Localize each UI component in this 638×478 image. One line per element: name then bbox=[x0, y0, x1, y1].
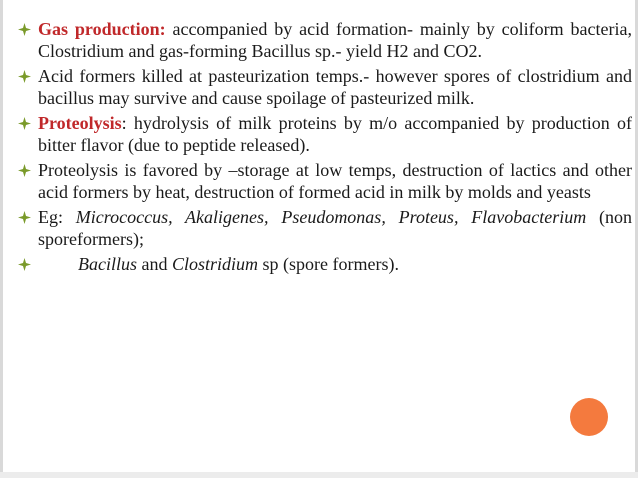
organism-bacillus: Bacillus bbox=[78, 254, 137, 274]
bullet-proteolysis bbox=[8, 112, 632, 156]
bullet-text: Proteolysis is favored by –storage at low temps, destruction of lactics and other acid formers by heat, destruction of formed acid in milk by molds and yeasts bbox=[38, 160, 632, 202]
decorative-orange-circle bbox=[570, 398, 608, 436]
examples-organisms: Micrococcus, Akaligenes, Pseudomonas, Proteus, Flavobacterium bbox=[75, 207, 587, 227]
diamond-bullet-icon bbox=[18, 70, 31, 83]
diamond-bullet-icon bbox=[18, 117, 31, 130]
bullet-list bbox=[8, 18, 632, 278]
diamond-bullet-icon bbox=[18, 164, 31, 177]
bullet-spore-formers bbox=[8, 253, 632, 275]
bullet-examples bbox=[8, 206, 632, 250]
slide-border-left bbox=[0, 0, 3, 478]
bullet-text: accompanied by acid formation- mainly by coliform bacteria, Clostridium and gas-forming Bacillus sp.- yield H2 and CO2. bbox=[38, 19, 632, 61]
term-gas-production: Gas production: bbox=[38, 19, 166, 39]
bullet-proteolysis-favored bbox=[8, 159, 632, 203]
bullet-text: : hydrolysis of milk proteins by m/o accompanied by production of bitter flavor (due to peptide released). bbox=[38, 113, 632, 155]
bullet-gas-production bbox=[8, 18, 632, 62]
diamond-bullet-icon bbox=[18, 23, 31, 36]
term-proteolysis: Proteolysis bbox=[38, 113, 122, 133]
conjunction: and bbox=[137, 254, 172, 274]
slide-border-bottom bbox=[0, 472, 638, 478]
spore-suffix: sp (spore formers). bbox=[258, 254, 399, 274]
examples-prefix: Eg: bbox=[38, 207, 76, 227]
examples-suffix: (non sporeformers); bbox=[38, 207, 632, 249]
bullet-acid-formers bbox=[8, 65, 632, 109]
bullet-text: Acid formers killed at pasteurization temps.- however spores of clostridium and bacillus may survive and cause spoilage of pasteurized milk. bbox=[38, 66, 632, 108]
organism-clostridium: Clostridium bbox=[172, 254, 259, 274]
diamond-bullet-icon bbox=[18, 211, 31, 224]
diamond-bullet-icon bbox=[18, 258, 31, 271]
